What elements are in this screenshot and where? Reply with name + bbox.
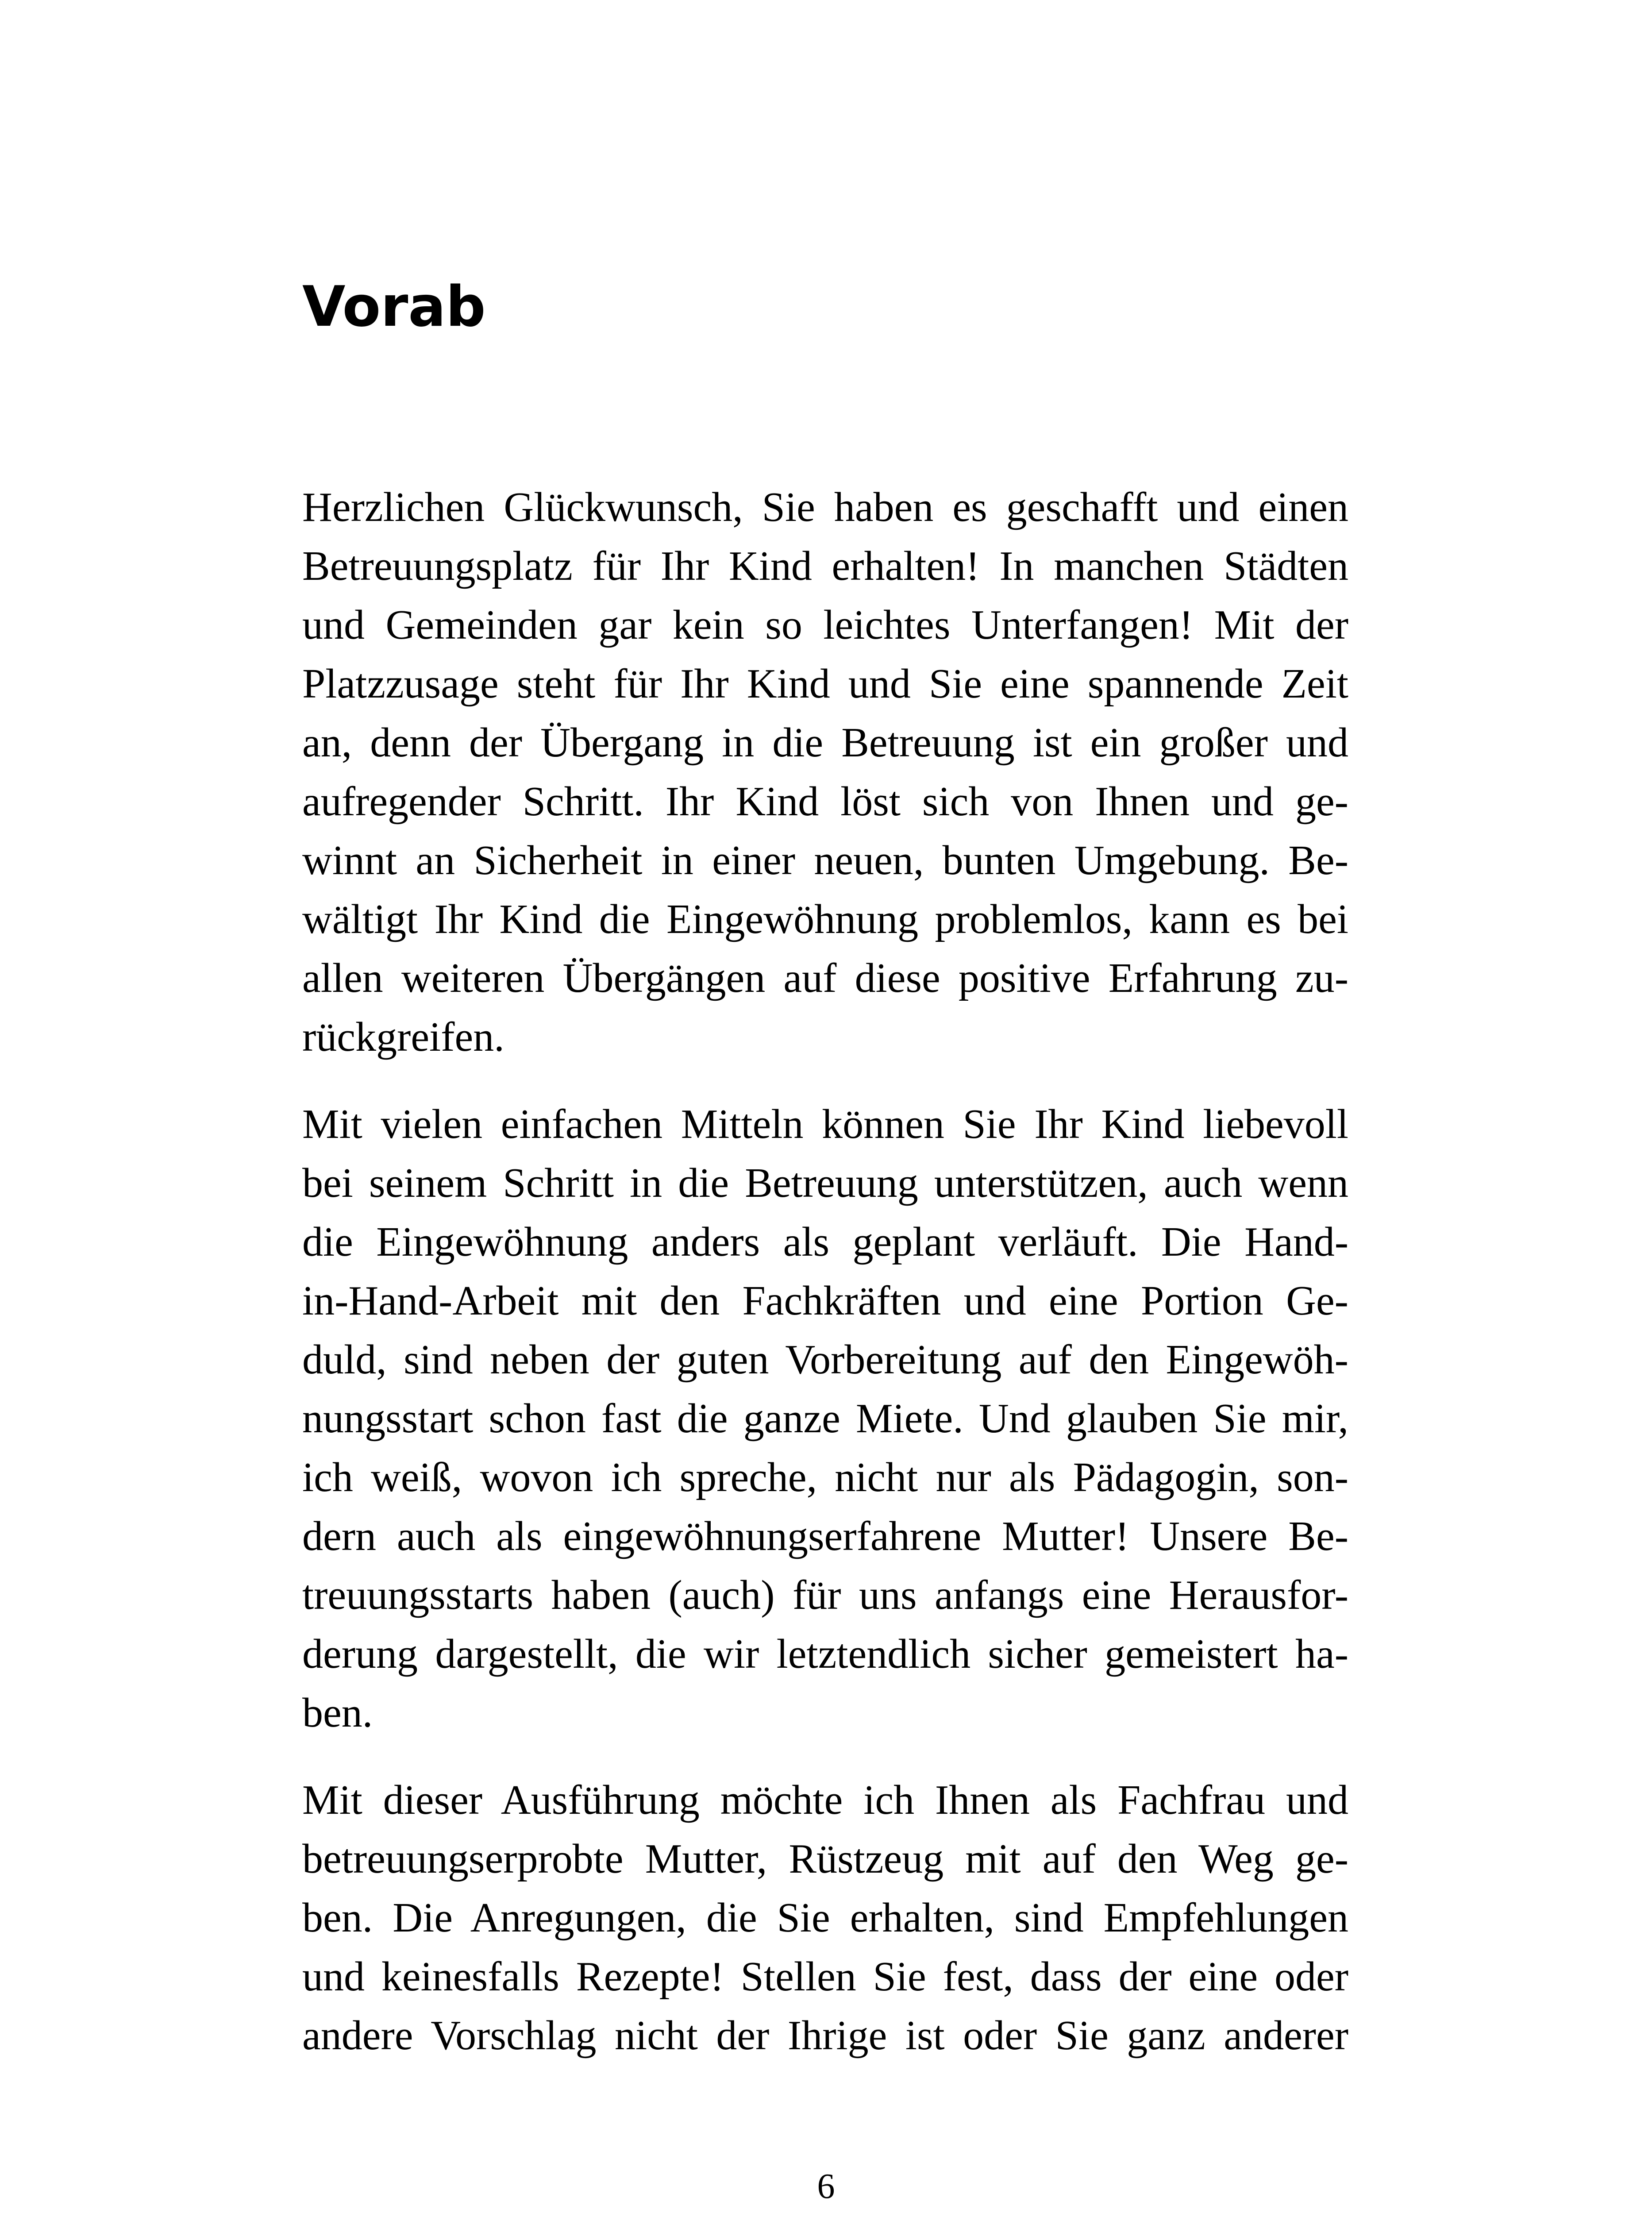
text-line: dern auch als eingewöhnungserfahrene Mutter! Unsere Be- xyxy=(302,1513,1348,1559)
text-line: Herzlichen Glückwunsch, Sie haben es geschafft und einen xyxy=(302,484,1348,530)
text-line: bei seinem Schritt in die Betreuung unterstützen, auch wenn xyxy=(302,1160,1348,1206)
text-line: andere Vorschlag nicht der Ihrige ist oder Sie ganz anderer xyxy=(302,2013,1348,2059)
text-line: wältigt Ihr Kind die Eingewöhnung problemlos, kann es bei xyxy=(302,896,1348,942)
text-line: Mit dieser Ausführung möchte ich Ihnen als Fachfrau und xyxy=(302,1777,1348,1823)
paragraph-3 xyxy=(302,1771,1348,2065)
text-line: in-Hand-Arbeit mit den Fachkräften und eine Portion Ge- xyxy=(302,1278,1348,1324)
text-line: Platzzusage steht für Ihr Kind und Sie eine spannende Zeit xyxy=(302,661,1348,707)
text-line: betreuungserprobte Mutter, Rüstzeug mit auf den Weg ge- xyxy=(302,1836,1348,1882)
text-line: Betreuungsplatz für Ihr Kind erhalten! In manchen Städten xyxy=(302,543,1348,589)
text-line: und keinesfalls Rezepte! Stellen Sie fest, dass der eine oder xyxy=(302,1954,1348,2000)
text-line: aufregender Schritt. Ihr Kind löst sich von Ihnen und ge- xyxy=(302,779,1348,825)
text-line: ich weiß, wovon ich spreche, nicht nur als Pädagogin, son- xyxy=(302,1454,1348,1500)
text-line: ben. xyxy=(302,1690,373,1736)
text-line: allen weiteren Übergängen auf diese positive Erfahrung zu- xyxy=(302,955,1348,1001)
text-line: die Eingewöhnung anders als geplant verläuft. Die Hand- xyxy=(302,1219,1348,1265)
text-line: derung dargestellt, die wir letztendlich sicher gemeistert ha- xyxy=(302,1631,1348,1677)
paragraph-2 xyxy=(302,1095,1348,1743)
text-line: rückgreifen. xyxy=(302,1014,504,1060)
text-line: duld, sind neben der guten Vorbereitung auf den Eingewöh- xyxy=(302,1337,1348,1383)
text-line: nungsstart schon fast die ganze Miete. Und glauben Sie mir, xyxy=(302,1396,1348,1442)
text-line: Mit vielen einfachen Mitteln können Sie Ihr Kind liebevoll xyxy=(302,1101,1348,1147)
text-line: treuungsstarts haben (auch) für uns anfangs eine Herausfor- xyxy=(302,1572,1348,1618)
body-text xyxy=(302,478,1348,2065)
chapter-heading: Vorab xyxy=(302,274,486,339)
paragraph-1 xyxy=(302,478,1348,1067)
text-line: ben. Die Anregungen, die Sie erhalten, sind Empfehlungen xyxy=(302,1895,1348,1941)
page-number: 6 xyxy=(817,2167,835,2206)
text-line: an, denn der Übergang in die Betreuung ist ein großer und xyxy=(302,720,1348,766)
text-line: winnt an Sicherheit in einer neuen, bunten Umgebung. Be- xyxy=(302,837,1348,883)
text-line: und Gemeinden gar kein so leichtes Unterfangen! Mit der xyxy=(302,602,1348,648)
